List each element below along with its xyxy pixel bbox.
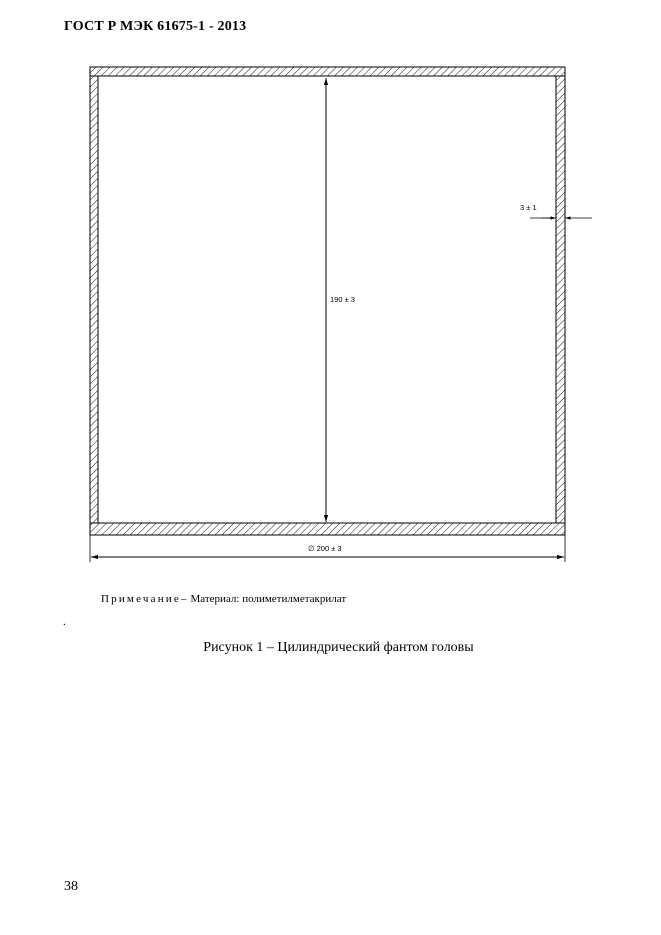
- bottom-wall: [90, 523, 565, 535]
- wall-thickness-label: 3 ± 1: [520, 203, 537, 212]
- page-number: 38: [64, 879, 78, 894]
- right-wall: [556, 76, 565, 523]
- figure-note: [101, 593, 346, 605]
- stray-mark: .: [63, 616, 66, 628]
- document-header: ГОСТ Р МЭК 61675-1 - 2013: [64, 19, 247, 34]
- figure-caption: Рисунок 1 – Цилиндрический фантом головы: [203, 640, 474, 655]
- note-label: Примечание: [101, 593, 181, 605]
- left-wall: [90, 76, 98, 523]
- diameter-label: ∅ 200 ± 3: [308, 544, 342, 553]
- phantom-walls: [90, 67, 565, 535]
- top-wall: [90, 67, 565, 76]
- note-text: Материал: полиметилметакрилат: [190, 593, 347, 605]
- note-separator: –: [180, 593, 187, 605]
- height-dimension-label: 190 ± 3: [330, 295, 355, 304]
- phantom-outline: [90, 67, 565, 535]
